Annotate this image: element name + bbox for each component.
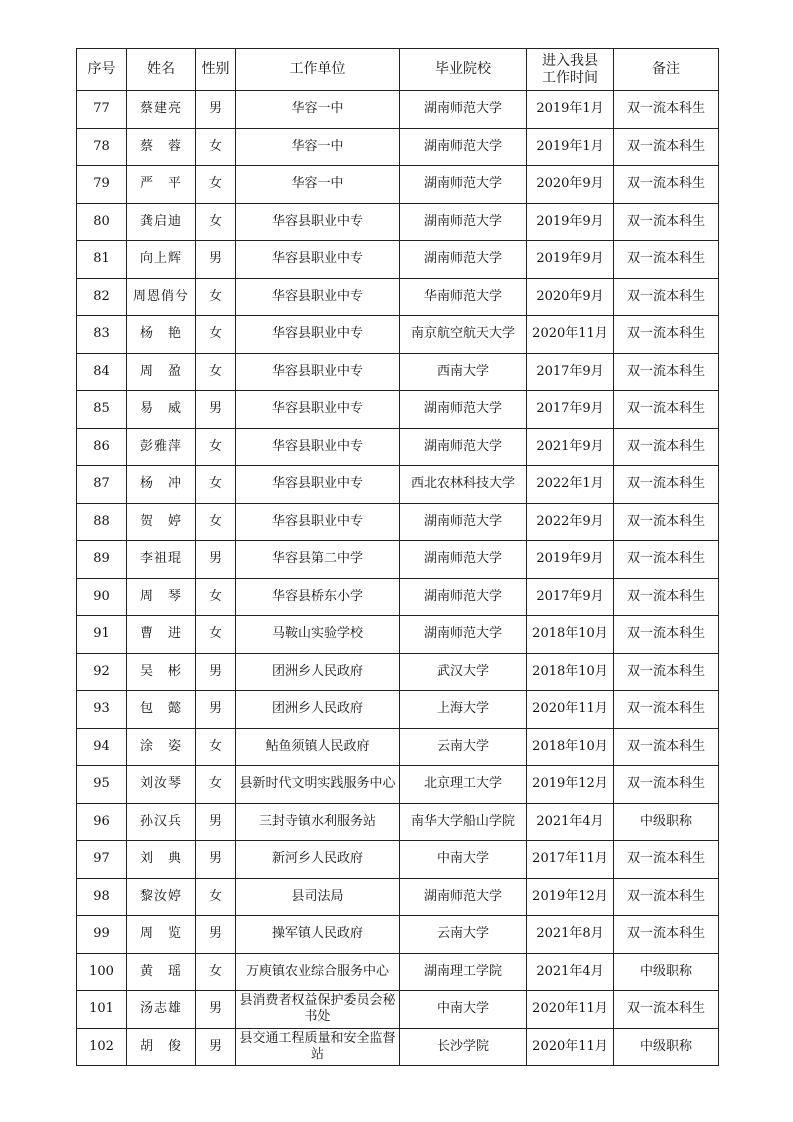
table-row	[77, 803, 719, 841]
table-row	[77, 91, 719, 129]
cell-gender: 女	[196, 578, 236, 616]
cell-gender: 女	[196, 503, 236, 541]
cell-school: 湖南师范大学	[400, 391, 527, 429]
cell-name: 周 览	[127, 916, 196, 954]
cell-note: 双一流本科生	[614, 691, 719, 729]
personnel-table	[76, 48, 719, 1066]
cell-entry-time: 2019年1月	[527, 128, 614, 166]
cell-name: 包 懿	[127, 691, 196, 729]
cell-gender: 男	[196, 541, 236, 579]
header-seq: 序号	[77, 49, 127, 91]
table-row	[77, 203, 719, 241]
table-row	[77, 878, 719, 916]
cell-name: 周 琴	[127, 578, 196, 616]
table-row	[77, 316, 719, 354]
cell-note: 双一流本科生	[614, 991, 719, 1029]
cell-name: 彭雅萍	[127, 428, 196, 466]
cell-school: 西南大学	[400, 353, 527, 391]
cell-name: 向上辉	[127, 241, 196, 279]
cell-gender: 女	[196, 316, 236, 354]
cell-gender: 女	[196, 953, 236, 991]
cell-seq: 88	[77, 503, 127, 541]
cell-note: 中级职称	[614, 953, 719, 991]
table-row	[77, 503, 719, 541]
cell-school: 湖南师范大学	[400, 91, 527, 129]
cell-school: 湖南师范大学	[400, 878, 527, 916]
cell-name: 胡 俊	[127, 1028, 196, 1066]
table-row	[77, 578, 719, 616]
cell-entry-time: 2017年11月	[527, 841, 614, 879]
cell-seq: 81	[77, 241, 127, 279]
table-row	[77, 428, 719, 466]
cell-name: 周恩俏兮	[127, 278, 196, 316]
cell-unit: 操军镇人民政府	[236, 916, 400, 954]
cell-unit: 团洲乡人民政府	[236, 691, 400, 729]
cell-unit: 县消费者权益保护委员会秘书处	[236, 991, 400, 1029]
cell-name: 杨 艳	[127, 316, 196, 354]
cell-unit: 华容一中	[236, 91, 400, 129]
cell-seq: 86	[77, 428, 127, 466]
cell-entry-time: 2018年10月	[527, 728, 614, 766]
cell-note: 中级职称	[614, 1028, 719, 1066]
cell-entry-time: 2019年9月	[527, 203, 614, 241]
cell-note: 双一流本科生	[614, 278, 719, 316]
cell-entry-time: 2021年4月	[527, 803, 614, 841]
cell-gender: 男	[196, 1028, 236, 1066]
cell-note: 双一流本科生	[614, 353, 719, 391]
cell-entry-time: 2020年11月	[527, 1028, 614, 1066]
cell-unit: 三封寺镇水利服务站	[236, 803, 400, 841]
table-row	[77, 916, 719, 954]
cell-school: 湖南师范大学	[400, 578, 527, 616]
table-row	[77, 278, 719, 316]
cell-entry-time: 2019年9月	[527, 541, 614, 579]
table-row	[77, 728, 719, 766]
cell-school: 湖南师范大学	[400, 616, 527, 654]
cell-name: 孙汉兵	[127, 803, 196, 841]
cell-gender: 女	[196, 766, 236, 804]
table-row	[77, 841, 719, 879]
cell-unit: 华容县职业中专	[236, 391, 400, 429]
cell-name: 易 威	[127, 391, 196, 429]
cell-seq: 102	[77, 1028, 127, 1066]
cell-entry-time: 2020年11月	[527, 691, 614, 729]
cell-seq: 84	[77, 353, 127, 391]
cell-seq: 100	[77, 953, 127, 991]
cell-note: 双一流本科生	[614, 728, 719, 766]
cell-school: 湖南师范大学	[400, 203, 527, 241]
header-entry-line1: 进入我县	[542, 52, 598, 69]
cell-note: 双一流本科生	[614, 916, 719, 954]
cell-note: 双一流本科生	[614, 128, 719, 166]
cell-gender: 女	[196, 203, 236, 241]
cell-name: 李祖琨	[127, 541, 196, 579]
cell-school: 中南大学	[400, 841, 527, 879]
cell-entry-time: 2017年9月	[527, 391, 614, 429]
cell-school: 中南大学	[400, 991, 527, 1029]
cell-seq: 101	[77, 991, 127, 1029]
cell-unit: 华容县职业中专	[236, 203, 400, 241]
cell-entry-time: 2020年11月	[527, 991, 614, 1029]
cell-seq: 80	[77, 203, 127, 241]
cell-unit: 华容一中	[236, 166, 400, 204]
cell-gender: 女	[196, 616, 236, 654]
cell-gender: 女	[196, 166, 236, 204]
cell-unit: 华容一中	[236, 128, 400, 166]
cell-unit: 县司法局	[236, 878, 400, 916]
cell-name: 刘汝琴	[127, 766, 196, 804]
cell-unit: 华容县职业中专	[236, 278, 400, 316]
header-unit: 工作单位	[236, 49, 400, 91]
table-row	[77, 353, 719, 391]
cell-entry-time: 2021年4月	[527, 953, 614, 991]
cell-seq: 85	[77, 391, 127, 429]
cell-seq: 99	[77, 916, 127, 954]
cell-name: 蔡建亮	[127, 91, 196, 129]
cell-entry-time: 2022年1月	[527, 466, 614, 504]
cell-gender: 男	[196, 991, 236, 1029]
table-row	[77, 1028, 719, 1066]
cell-entry-time: 2019年9月	[527, 241, 614, 279]
cell-seq: 79	[77, 166, 127, 204]
cell-entry-time: 2019年12月	[527, 766, 614, 804]
cell-name: 涂 姿	[127, 728, 196, 766]
cell-school: 湖南师范大学	[400, 128, 527, 166]
cell-note: 双一流本科生	[614, 166, 719, 204]
cell-note: 双一流本科生	[614, 466, 719, 504]
table-row	[77, 241, 719, 279]
cell-gender: 女	[196, 278, 236, 316]
cell-name: 黎汝婷	[127, 878, 196, 916]
cell-name: 吴 彬	[127, 653, 196, 691]
header-row	[77, 49, 719, 91]
cell-entry-time: 2021年8月	[527, 916, 614, 954]
table-row	[77, 466, 719, 504]
cell-note: 双一流本科生	[614, 428, 719, 466]
cell-note: 双一流本科生	[614, 616, 719, 654]
cell-seq: 78	[77, 128, 127, 166]
cell-school: 武汉大学	[400, 653, 527, 691]
cell-gender: 男	[196, 841, 236, 879]
cell-unit: 华容县职业中专	[236, 353, 400, 391]
cell-seq: 87	[77, 466, 127, 504]
cell-name: 杨 冲	[127, 466, 196, 504]
cell-seq: 97	[77, 841, 127, 879]
cell-entry-time: 2020年9月	[527, 166, 614, 204]
cell-seq: 94	[77, 728, 127, 766]
cell-school: 湖南师范大学	[400, 241, 527, 279]
cell-gender: 男	[196, 91, 236, 129]
cell-gender: 男	[196, 803, 236, 841]
cell-gender: 女	[196, 128, 236, 166]
cell-name: 龚启迪	[127, 203, 196, 241]
cell-entry-time: 2019年12月	[527, 878, 614, 916]
header-entry-line2: 工作时间	[542, 69, 598, 86]
cell-seq: 82	[77, 278, 127, 316]
table-row	[77, 953, 719, 991]
header-entry-time	[527, 49, 614, 91]
cell-gender: 男	[196, 691, 236, 729]
cell-name: 蔡 蓉	[127, 128, 196, 166]
header-school: 毕业院校	[400, 49, 527, 91]
cell-school: 长沙学院	[400, 1028, 527, 1066]
cell-unit: 县交通工程质量和安全监督站	[236, 1028, 400, 1066]
cell-gender: 男	[196, 391, 236, 429]
cell-unit: 团洲乡人民政府	[236, 653, 400, 691]
cell-seq: 96	[77, 803, 127, 841]
cell-name: 曹 进	[127, 616, 196, 654]
cell-note: 双一流本科生	[614, 541, 719, 579]
header-note: 备注	[614, 49, 719, 91]
cell-gender: 女	[196, 878, 236, 916]
cell-unit: 华容县职业中专	[236, 241, 400, 279]
cell-seq: 95	[77, 766, 127, 804]
cell-school: 云南大学	[400, 728, 527, 766]
cell-note: 双一流本科生	[614, 91, 719, 129]
cell-gender: 女	[196, 466, 236, 504]
header-name: 姓名	[127, 49, 196, 91]
cell-note: 双一流本科生	[614, 391, 719, 429]
cell-unit: 华容县职业中专	[236, 428, 400, 466]
cell-note: 双一流本科生	[614, 878, 719, 916]
cell-school: 西北农林科技大学	[400, 466, 527, 504]
table-row	[77, 128, 719, 166]
cell-seq: 93	[77, 691, 127, 729]
cell-entry-time: 2018年10月	[527, 653, 614, 691]
cell-school: 南京航空航天大学	[400, 316, 527, 354]
cell-note: 双一流本科生	[614, 841, 719, 879]
cell-unit: 马鞍山实验学校	[236, 616, 400, 654]
cell-school: 华南师范大学	[400, 278, 527, 316]
table-row	[77, 653, 719, 691]
cell-unit: 万庾镇农业综合服务中心	[236, 953, 400, 991]
cell-school: 上海大学	[400, 691, 527, 729]
cell-seq: 91	[77, 616, 127, 654]
cell-name: 严 平	[127, 166, 196, 204]
cell-gender: 女	[196, 428, 236, 466]
cell-school: 北京理工大学	[400, 766, 527, 804]
table-row	[77, 541, 719, 579]
cell-note: 中级职称	[614, 803, 719, 841]
cell-name: 贺 婷	[127, 503, 196, 541]
cell-seq: 83	[77, 316, 127, 354]
cell-entry-time: 2017年9月	[527, 353, 614, 391]
cell-note: 双一流本科生	[614, 766, 719, 804]
cell-gender: 男	[196, 916, 236, 954]
cell-entry-time: 2017年9月	[527, 578, 614, 616]
header-gender: 性别	[196, 49, 236, 91]
table-row	[77, 166, 719, 204]
cell-seq: 98	[77, 878, 127, 916]
cell-entry-time: 2022年9月	[527, 503, 614, 541]
cell-gender: 女	[196, 353, 236, 391]
cell-unit: 华容县职业中专	[236, 316, 400, 354]
cell-entry-time: 2020年11月	[527, 316, 614, 354]
cell-entry-time: 2019年1月	[527, 91, 614, 129]
cell-note: 双一流本科生	[614, 503, 719, 541]
table-row	[77, 766, 719, 804]
cell-gender: 女	[196, 728, 236, 766]
cell-gender: 男	[196, 653, 236, 691]
cell-entry-time: 2018年10月	[527, 616, 614, 654]
table-row	[77, 616, 719, 654]
cell-unit: 华容县职业中专	[236, 503, 400, 541]
cell-note: 双一流本科生	[614, 578, 719, 616]
cell-seq: 89	[77, 541, 127, 579]
cell-seq: 77	[77, 91, 127, 129]
cell-school: 湖南理工学院	[400, 953, 527, 991]
cell-school: 湖南师范大学	[400, 166, 527, 204]
cell-note: 双一流本科生	[614, 203, 719, 241]
cell-entry-time: 2021年9月	[527, 428, 614, 466]
cell-note: 双一流本科生	[614, 241, 719, 279]
cell-school: 云南大学	[400, 916, 527, 954]
cell-unit: 华容县第二中学	[236, 541, 400, 579]
cell-name: 刘 典	[127, 841, 196, 879]
table-row	[77, 991, 719, 1029]
table-row	[77, 391, 719, 429]
cell-unit: 新河乡人民政府	[236, 841, 400, 879]
table-row	[77, 691, 719, 729]
cell-unit: 华容县桥东小学	[236, 578, 400, 616]
cell-name: 黄 瑶	[127, 953, 196, 991]
cell-school: 湖南师范大学	[400, 541, 527, 579]
cell-seq: 90	[77, 578, 127, 616]
cell-seq: 92	[77, 653, 127, 691]
cell-entry-time: 2020年9月	[527, 278, 614, 316]
cell-school: 湖南师范大学	[400, 428, 527, 466]
cell-unit: 鲇鱼须镇人民政府	[236, 728, 400, 766]
cell-unit: 县新时代文明实践服务中心	[236, 766, 400, 804]
cell-school: 湖南师范大学	[400, 503, 527, 541]
cell-note: 双一流本科生	[614, 316, 719, 354]
cell-unit: 华容县职业中专	[236, 466, 400, 504]
cell-gender: 男	[196, 241, 236, 279]
cell-school: 南华大学船山学院	[400, 803, 527, 841]
cell-name: 汤志雄	[127, 991, 196, 1029]
cell-name: 周 盈	[127, 353, 196, 391]
cell-note: 双一流本科生	[614, 653, 719, 691]
